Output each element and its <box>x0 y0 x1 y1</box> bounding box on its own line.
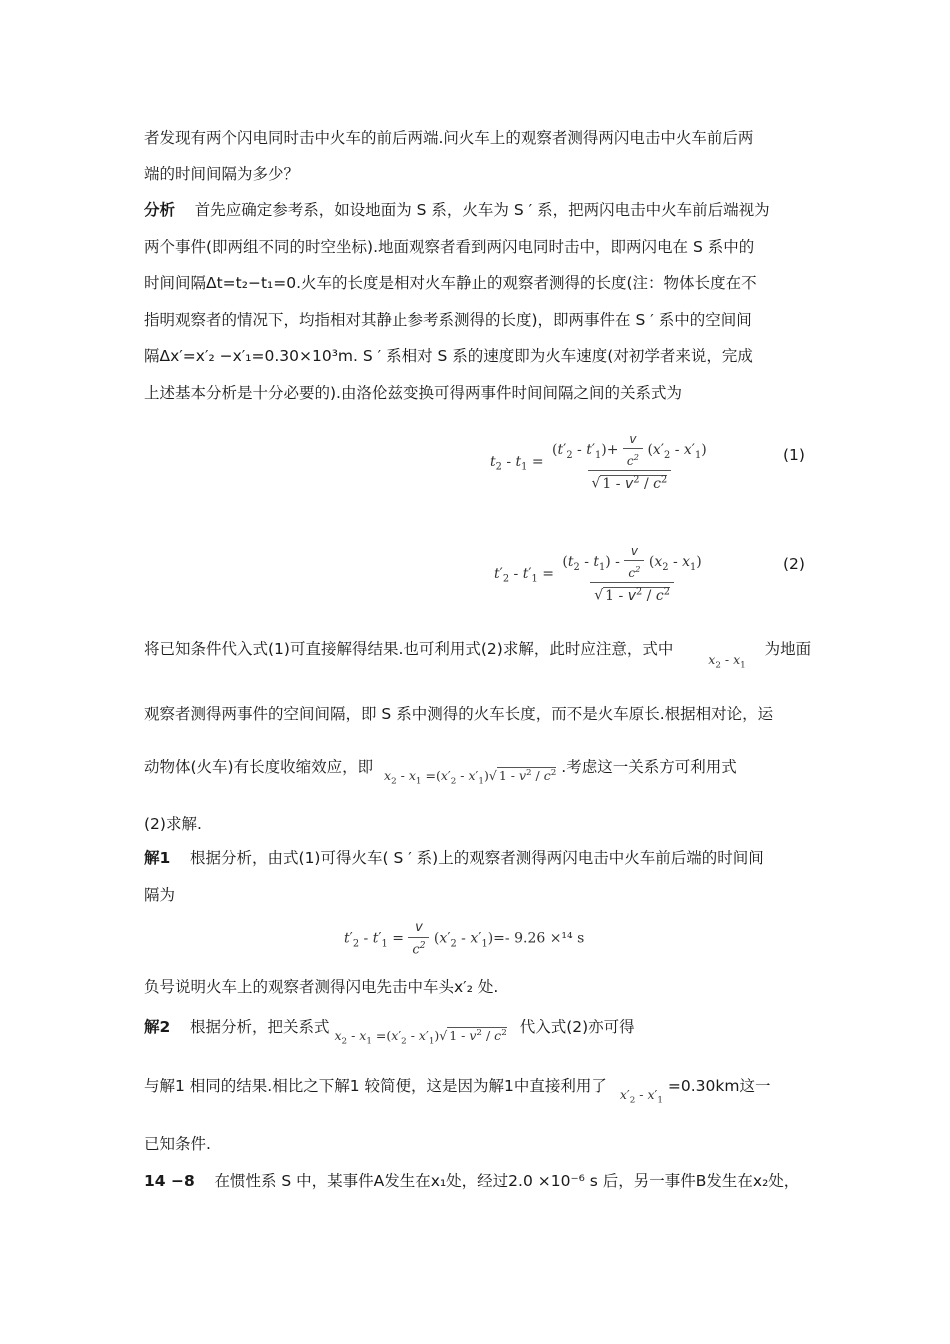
text-line-11: 动物体(火车)有长度收缩效应，即 $_{x_2 - x_1 =(x'_2 - x'_1)√ 1 - v^2 / c^2}$ .考虑这一关系方可利用式 <box>144 758 737 787</box>
text-line-1: 者发现有两个闪电同时击中火车的前后两端.问火车上的观察者测得两闪电击中火车前后两 <box>144 129 754 147</box>
text-line-17: 与解1 相同的结果.相比之下解1 较简便，这是因为解1中直接利用了 $_{x'_2 - x'_1}$ =0.30km这一 <box>144 1077 771 1106</box>
equation-1-number: (1) <box>783 446 805 464</box>
inline-relation: x2 - x1 =(x′2 - x′1)√ 1 - v2 / c2 <box>334 1028 507 1047</box>
text-line-4: 两个事件(即两组不同的时空坐标).地面观察者看到两闪电同时击中，即两闪电在 S 系中的 <box>144 238 755 256</box>
equation-2: $t'_2 - t'_1$ = $(t_2 - t_1)$ - $\frac{v}{c^2}$ $(x_2 - x_1)$ √ $1 - v^2 / c^2$ <box>494 544 702 604</box>
inline-x2p-minus-x1p: x′2 - x′1 <box>619 1087 663 1106</box>
equation-1: $t_2 - t_1$ = $(t'_2 - t'_1)+$ $\frac{v}{c^2}$ $(x'_2 - x'_1)$ √ $1 - v^2 / c^2$ <box>490 432 707 492</box>
analysis-label: 分析 <box>144 201 176 219</box>
text-line-2: 端的时间间隔为多少？ <box>144 165 300 183</box>
text-line-12: (2)求解. <box>144 815 202 833</box>
solution-1-start: 解1 根据分析，由式(1)可得火车( S ′ 系)上的观察者测得两闪电击中火车前后端的时间间 <box>144 849 764 867</box>
equation-3: $t'_2 - t'_1$ = $\frac{v}{c^2}$ $(x'_2 - x'_1)=-$ 9.26 ×¹⁴ s <box>344 920 585 958</box>
equation-3-value: =- 9.26 ×¹⁴ s <box>493 930 585 947</box>
text-line-5: 时间间隔Δt=t₂−t₁=0.火车的长度是相对火车静止的观察者测得的长度(注：物体长度在不 <box>144 274 757 292</box>
solution-2-label: 解2 <box>144 1018 171 1037</box>
text-line-8: 上述基本分析是十分必要的).由洛伦兹变换可得两事件时间间隔之间的关系式为 <box>144 384 682 402</box>
problem-14-8: 14 −8 在惯性系 S 中，某事件A发生在x₁处，经过2.0 ×10⁻⁶ s 后，另一事件B发生在x₂处， <box>144 1172 800 1190</box>
solution-1-label: 解1 <box>144 849 171 867</box>
problem-number: 14 −8 <box>144 1172 195 1190</box>
text-line-15: 负号说明火车上的观察者测得闪电先击中车头x′₂ 处. <box>144 978 499 996</box>
analysis-text: 首先应确定参考系，如设地面为 S 系，火车为 S ′ 系，把两闪电击中火车前后端视为 <box>194 201 770 219</box>
inline-length-contraction: x2 - x1 =(x′2 - x′1)√ 1 - v2 / c2 <box>384 768 557 787</box>
text-line-9: 将已知条件代入式(1)可直接解得结果.也可利用式(2)求解，此时应注意，式中 $_{x_2 - x_1}$ 为地面 <box>144 640 812 671</box>
text-line-10: 观察者测得两事件的空间间隔，即 S 系中测得的火车长度，而不是火车原长.根据相对论，运 <box>144 705 774 723</box>
equation-2-number: (2) <box>783 555 805 573</box>
text-line-6: 指明观察者的情况下，均指相对其静止参考系测得的长度)，即两事件在 S ′ 系中的空间间 <box>144 311 752 329</box>
text-line-7: 隔Δx′=x′₂ −x′₁=0.30×10³m. S ′ 系相对 S 系的速度即为火车速度(对初学者来说，完成 <box>144 347 753 365</box>
solution-2-start: 解2 根据分析，把关系式 $_{x_2 - x_1 =(x'_2 - x'_1)√ 1 - v^2 / c^2}$ 代入式(2)亦可得 <box>144 1018 635 1047</box>
analysis-paragraph-start <box>144 199 770 221</box>
inline-x2-minus-x1: x2 - x1 <box>708 652 746 671</box>
text-line-14: 隔为 <box>144 886 176 904</box>
text-line-18: 已知条件. <box>144 1135 211 1153</box>
